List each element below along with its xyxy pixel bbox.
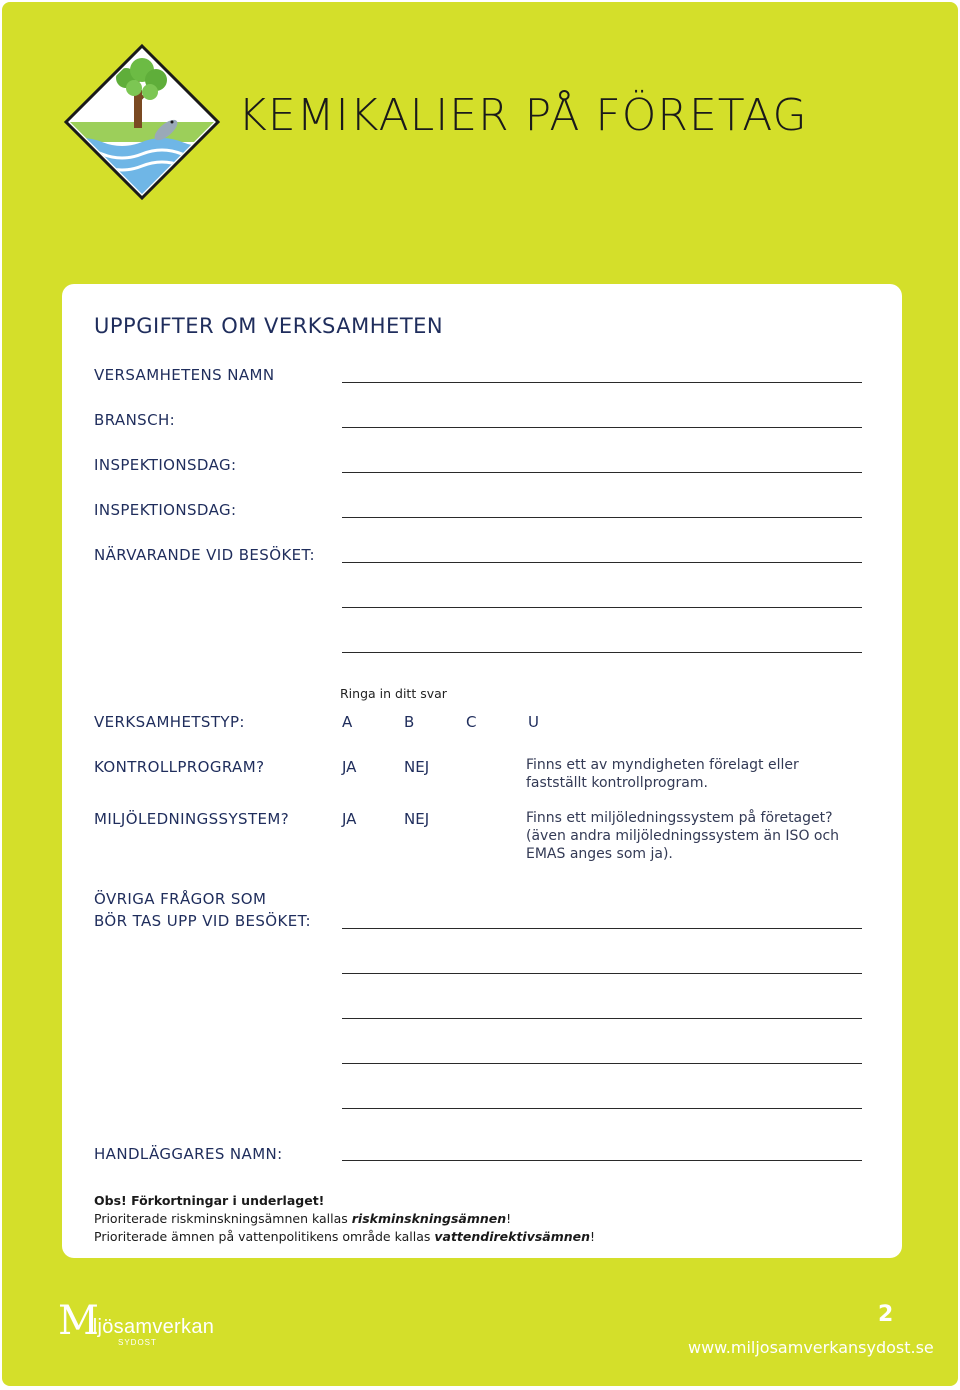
brand-sub: SYDOST xyxy=(118,1338,157,1347)
obs-line-2 xyxy=(94,1228,884,1246)
field-label-present: NÄRVARANDE VID BESÖKET: xyxy=(94,546,315,564)
other-questions-line-2[interactable] xyxy=(342,973,862,974)
page-title: KEMIKALIER PÅ FÖRETAG xyxy=(238,90,808,141)
section-title: UPPGIFTER OM VERKSAMHETEN xyxy=(94,314,444,338)
control-program-note: Finns ett av myndigheten förelagt eller fastställt kontrollprogram. xyxy=(526,757,799,791)
circle-hint: Ringa in ditt svar xyxy=(340,686,447,701)
obs-line-1 xyxy=(94,1210,884,1228)
other-questions-line-3[interactable] xyxy=(342,1018,862,1019)
page-background xyxy=(2,2,958,1386)
brand-initial-glyph: M xyxy=(58,1298,99,1344)
obs-line-2-prefix: Prioriterade ämnen på vattenpolitikens område kallas xyxy=(94,1229,435,1244)
control-program-no[interactable]: NEJ xyxy=(404,758,430,776)
officer-name-line[interactable] xyxy=(342,1160,862,1161)
obs-line-1-prefix: Prioriterade riskminskningsämnen kallas xyxy=(94,1211,352,1226)
environmental-system-note: Finns ett miljöledningssystem på företaget? (även andra miljöledningssystem än ISO och EMAS anges som ja). xyxy=(526,810,840,862)
control-program-yes[interactable]: JA xyxy=(342,758,357,776)
field-label-inspection-date-2: INSPEKTIONSDAG: xyxy=(94,501,237,519)
business-type-option-c[interactable]: C xyxy=(466,713,477,731)
field-label-company-name: VERSAMHETENS NAMN xyxy=(94,366,275,384)
environmental-system-yes[interactable]: JA xyxy=(342,810,357,828)
footer-brand-logo xyxy=(58,1298,215,1350)
obs-note xyxy=(94,1192,884,1246)
obs-line-1-suffix: ! xyxy=(506,1211,512,1226)
other-questions-line-4[interactable] xyxy=(342,1063,862,1064)
business-type-option-u[interactable]: U xyxy=(528,713,539,731)
officer-name-label: HANDLÄGGARES NAMN: xyxy=(94,1145,283,1163)
obs-heading: Obs! Förkortningar i underlaget! xyxy=(94,1193,325,1208)
page-number: 2 xyxy=(878,1302,894,1327)
website-link[interactable]: www.miljosamverkansydost.se xyxy=(688,1338,934,1357)
other-questions-label-line1: ÖVRIGA FRÅGOR SOM xyxy=(94,890,267,908)
present-line-3[interactable] xyxy=(342,652,862,653)
company-name-line[interactable] xyxy=(342,382,862,383)
obs-line-2-suffix: ! xyxy=(590,1229,596,1244)
branch-line[interactable] xyxy=(342,427,862,428)
other-questions-line-1[interactable] xyxy=(342,928,862,929)
obs-line-1-term: riskminskningsämnen xyxy=(351,1211,507,1226)
environmental-system-no[interactable]: NEJ xyxy=(404,810,430,828)
form-card xyxy=(62,284,902,1258)
business-type-option-a[interactable]: A xyxy=(342,713,353,731)
inspection-date-2-line[interactable] xyxy=(342,517,862,518)
field-label-inspection-date-1: INSPEKTIONSDAG: xyxy=(94,456,237,474)
other-questions-line-5[interactable] xyxy=(342,1108,862,1109)
control-program-label: KONTROLLPROGRAM? xyxy=(94,758,265,776)
other-questions-label-line2: BÖR TAS UPP VID BESÖKET: xyxy=(94,912,311,930)
organization-logo xyxy=(62,42,222,202)
field-label-branch: BRANSCH: xyxy=(94,411,176,429)
present-line-1[interactable] xyxy=(342,562,862,563)
obs-line-2-term: vattendirektivsämnen xyxy=(434,1229,591,1244)
business-type-option-b[interactable]: B xyxy=(404,713,415,731)
present-line-2[interactable] xyxy=(342,607,862,608)
brand-name: iljösamverkan xyxy=(88,1316,215,1338)
business-type-label: VERKSAMHETSTYP: xyxy=(94,713,245,731)
environmental-system-label: MILJÖLEDNINGSSYSTEM? xyxy=(94,810,290,828)
inspection-date-1-line[interactable] xyxy=(342,472,862,473)
